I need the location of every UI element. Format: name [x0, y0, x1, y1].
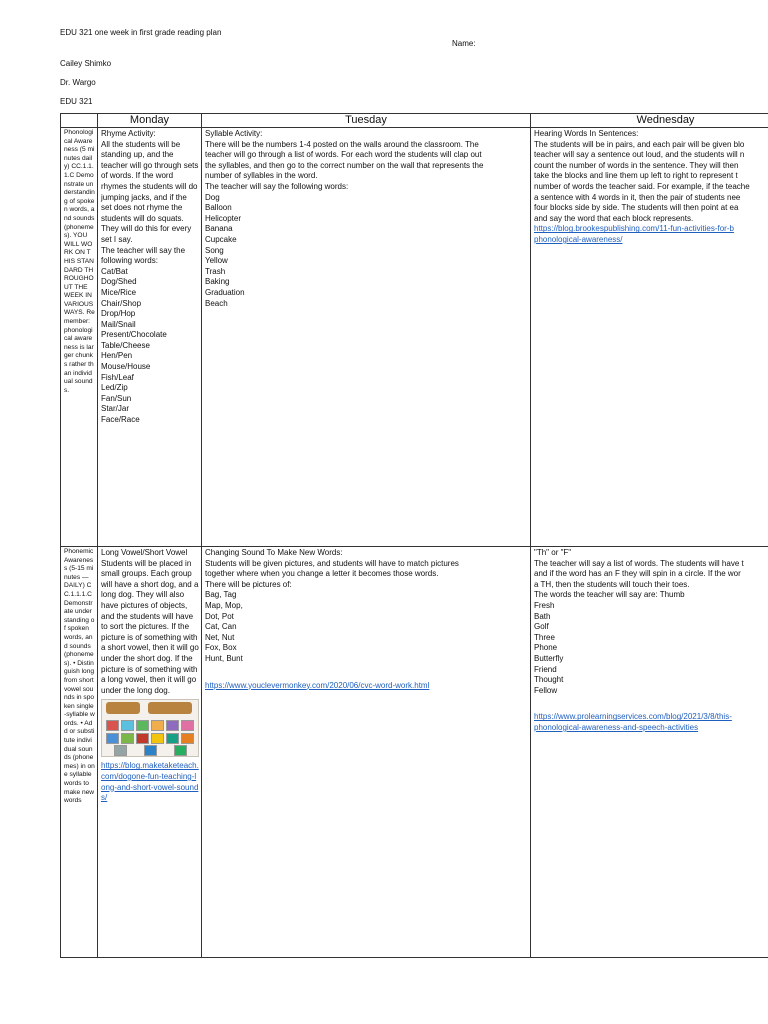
text-line: There will be the numbers 1-4 posted on the walls around the classroom. The	[205, 139, 479, 149]
table-row-phonological	[61, 128, 768, 547]
list-item: Thought	[534, 675, 564, 685]
activity-lines	[205, 129, 528, 193]
standard-text: Phonemic Awareness (5-15 minutes — DAILY) CC.1.1.1.C Demonstrate understanding of spoken words, and sounds (phonemes). • Distinguish long from short vowel sounds in spoken single-syllable words. • Add or substitute individual sounds (phonemes) in one syllable words to make new words	[64, 548, 95, 805]
spacer	[205, 665, 528, 681]
column-header-tuesday: Tuesday	[202, 114, 531, 128]
text-line: teacher will go through a list of words. For each word the students will clap out	[205, 150, 482, 160]
text-line: Changing Sound To Make New Words:	[205, 548, 343, 557]
activity-lines	[534, 548, 768, 601]
wednesday-cell	[531, 128, 768, 547]
text-line: and if the word has an F they will spin in a circle. If the wor	[534, 569, 741, 579]
author-name: Cailey Shimko	[60, 59, 112, 68]
list-item: Mice/Rice	[101, 287, 137, 297]
tuesday-cell	[202, 128, 531, 547]
activity-title: Long Vowel/Short Vowel	[101, 548, 188, 557]
word-list	[205, 590, 528, 664]
list-item: Hunt, Bunt	[205, 653, 243, 663]
list-item: Bag, Tag	[205, 590, 237, 600]
word-list	[534, 601, 768, 696]
text-line: "Th" or "F"	[534, 548, 572, 557]
table-row-phonemic	[61, 547, 768, 958]
list-item: Dot, Pot	[205, 611, 234, 621]
column-header-monday: Monday	[98, 114, 202, 128]
list-item: Chair/Shop	[101, 298, 142, 308]
list-item: Star/Jar	[101, 404, 130, 414]
word-list	[205, 193, 528, 310]
picture-card	[121, 733, 134, 744]
text-line: There will be pictures of:	[205, 579, 292, 589]
dog-sort-image	[101, 699, 199, 757]
list-item: Dog	[205, 192, 220, 202]
text-line: a TH, then the students will touch their toes.	[534, 579, 690, 589]
resource-link[interactable]	[534, 224, 768, 245]
list-item: Map, Mop,	[205, 600, 243, 610]
word-list-intro: The teacher will say the following words:	[101, 245, 186, 266]
name-label: Name:	[452, 39, 476, 48]
picture-card	[136, 720, 149, 731]
picture-card	[144, 745, 157, 756]
list-item: Baking	[205, 277, 230, 287]
list-item: Phone	[534, 643, 558, 653]
text-line: phonological-awareness/	[534, 234, 623, 244]
activity-title: Rhyme Activity:	[101, 129, 156, 138]
list-item: Trash	[205, 266, 226, 276]
list-item: Fellow	[534, 685, 558, 695]
column-header-wednesday: Wednesday	[531, 114, 768, 128]
list-item: Banana	[205, 224, 233, 234]
instructor-name: Dr. Wargo	[60, 78, 96, 87]
picture-card	[151, 733, 164, 744]
header-corner	[61, 114, 98, 128]
list-item: Bath	[534, 611, 551, 621]
list-item: Mail/Snail	[101, 319, 136, 329]
text-line: number of words the teacher said. For example, if the teache	[534, 181, 750, 191]
text-line: https://blog.brookespublishing.com/11-fun-activities-for-b	[534, 224, 734, 234]
word-list	[101, 267, 199, 426]
list-item: Graduation	[205, 287, 245, 297]
standard-cell	[61, 547, 98, 958]
text-line: take the blocks and line them up left to right to represent t	[534, 171, 738, 181]
list-item: Led/Zip	[101, 383, 128, 393]
picture-card	[106, 733, 119, 744]
text-line: The teacher will say the following words:	[205, 181, 349, 191]
text-line: The teacher will say a list of words. The students will have t	[534, 558, 744, 568]
picture-card	[151, 720, 164, 731]
list-item: Fan/Sun	[101, 393, 132, 403]
standard-text: Phonological Awareness (5 minutes daily) CC.1.1.1.C Demonstrate understanding of spoken words, and sounds (phonemes). YOU WILL WORK ON THIS STANDARD THROUGHOUT THE WEEK IN VARIOUS WAYS. Remember: phonological awareness is larger chunks rather than individual sounds.	[64, 129, 95, 394]
text-line: number of syllables in the word.	[205, 171, 318, 181]
list-item: Hen/Pen	[101, 351, 133, 361]
list-item: Mouse/House	[101, 362, 151, 372]
list-item: Fox, Box	[205, 643, 237, 653]
text-line: together where when you change a letter it becomes those words.	[205, 569, 439, 579]
monday-cell	[98, 547, 202, 958]
tuesday-cell	[202, 547, 531, 958]
text-line: Hearing Words In Sentences:	[534, 129, 639, 138]
list-item: Table/Cheese	[101, 340, 150, 350]
lesson-plan-table	[60, 113, 768, 958]
text-line: Syllable Activity:	[205, 129, 263, 138]
activity-description: All the students will be standing up, and the teacher will go through sets of words. If the word rhymes the students will do jumping jacks, and if the set does not rhyme the students will do squats. They will do this for every set I say.	[101, 139, 199, 244]
resource-link[interactable]: https://www.youclevermonkey.com/2020/06/cvc-word-work.html	[205, 680, 430, 690]
short-dog-picture	[106, 702, 140, 714]
list-item: Drop/Hop	[101, 309, 136, 319]
list-item: Balloon	[205, 203, 232, 213]
list-item: Cupcake	[205, 234, 237, 244]
document-title: EDU 321 one week in first grade reading plan	[60, 28, 222, 37]
picture-card	[114, 745, 127, 756]
picture-card	[174, 745, 187, 756]
text-line: phonological-awareness-and-speech-activities	[534, 722, 699, 732]
resource-link[interactable]	[534, 712, 768, 733]
text-line: The words the teacher will say are: Thumb	[534, 590, 685, 600]
list-item: Fresh	[534, 600, 555, 610]
resource-link[interactable]: https://blog.maketaketeach.com/dogone-fun-teaching-long-and-short-vowel-sounds/	[101, 761, 199, 803]
spacer	[534, 696, 768, 712]
picture-card	[181, 733, 194, 744]
list-item: Present/Chocolate	[101, 330, 167, 340]
picture-card	[181, 720, 194, 731]
list-item: Cat/Bat	[101, 266, 128, 276]
activity-lines	[534, 129, 768, 224]
text-line: a sentence with 4 words in it, then the pair of students nee	[534, 192, 741, 202]
text-line: four blocks side by side. The students will then point at ea	[534, 203, 739, 213]
text-line: and say the word that each block represents.	[534, 213, 694, 223]
list-item: Yellow	[205, 256, 228, 266]
list-item: Friend	[534, 664, 557, 674]
wednesday-cell	[531, 547, 768, 958]
list-item: Beach	[205, 298, 228, 308]
list-item: Golf	[534, 622, 549, 632]
list-item: Three	[534, 632, 555, 642]
list-item: Cat, Can	[205, 622, 237, 632]
text-line: teacher will say a sentence out loud, and the students will n	[534, 150, 745, 160]
text-line: The students will be in pairs, and each pair will be given blo	[534, 139, 745, 149]
monday-cell	[98, 128, 202, 547]
list-item: Fish/Leaf	[101, 372, 134, 382]
list-item: Net, Nut	[205, 632, 235, 642]
text-line: the syllables, and then go to the correct number on the wall that represents the	[205, 160, 484, 170]
list-item: Face/Race	[101, 415, 140, 425]
picture-card	[166, 733, 179, 744]
list-item: Song	[205, 245, 224, 255]
course-code: EDU 321	[60, 97, 93, 106]
standard-cell	[61, 128, 98, 547]
activity-description: Students will be placed in small groups. Each group will have a short dog, and a long dog. They will also have pictures of objects, and the students will have to sort the pictures. If the picture is of something with a short vowel, then it will go under the short dog. If the picture is of something with a long vowel, then it will go under the long dog.	[101, 558, 199, 695]
list-item: Butterfly	[534, 653, 564, 663]
picture-card	[106, 720, 119, 731]
list-item: Helicopter	[205, 213, 242, 223]
activity-lines	[205, 548, 528, 590]
list-item: Dog/Shed	[101, 277, 137, 287]
long-dog-picture	[148, 702, 192, 714]
picture-card	[121, 720, 134, 731]
text-line: Students will be given pictures, and students will have to match pictures	[205, 558, 459, 568]
text-line: count the number of words in the sentence. They will then	[534, 160, 739, 170]
picture-card	[166, 720, 179, 731]
picture-card	[136, 733, 149, 744]
text-line: https://www.prolearningservices.com/blog/2021/3/8/this-	[534, 712, 732, 722]
table-header-row	[61, 114, 768, 128]
